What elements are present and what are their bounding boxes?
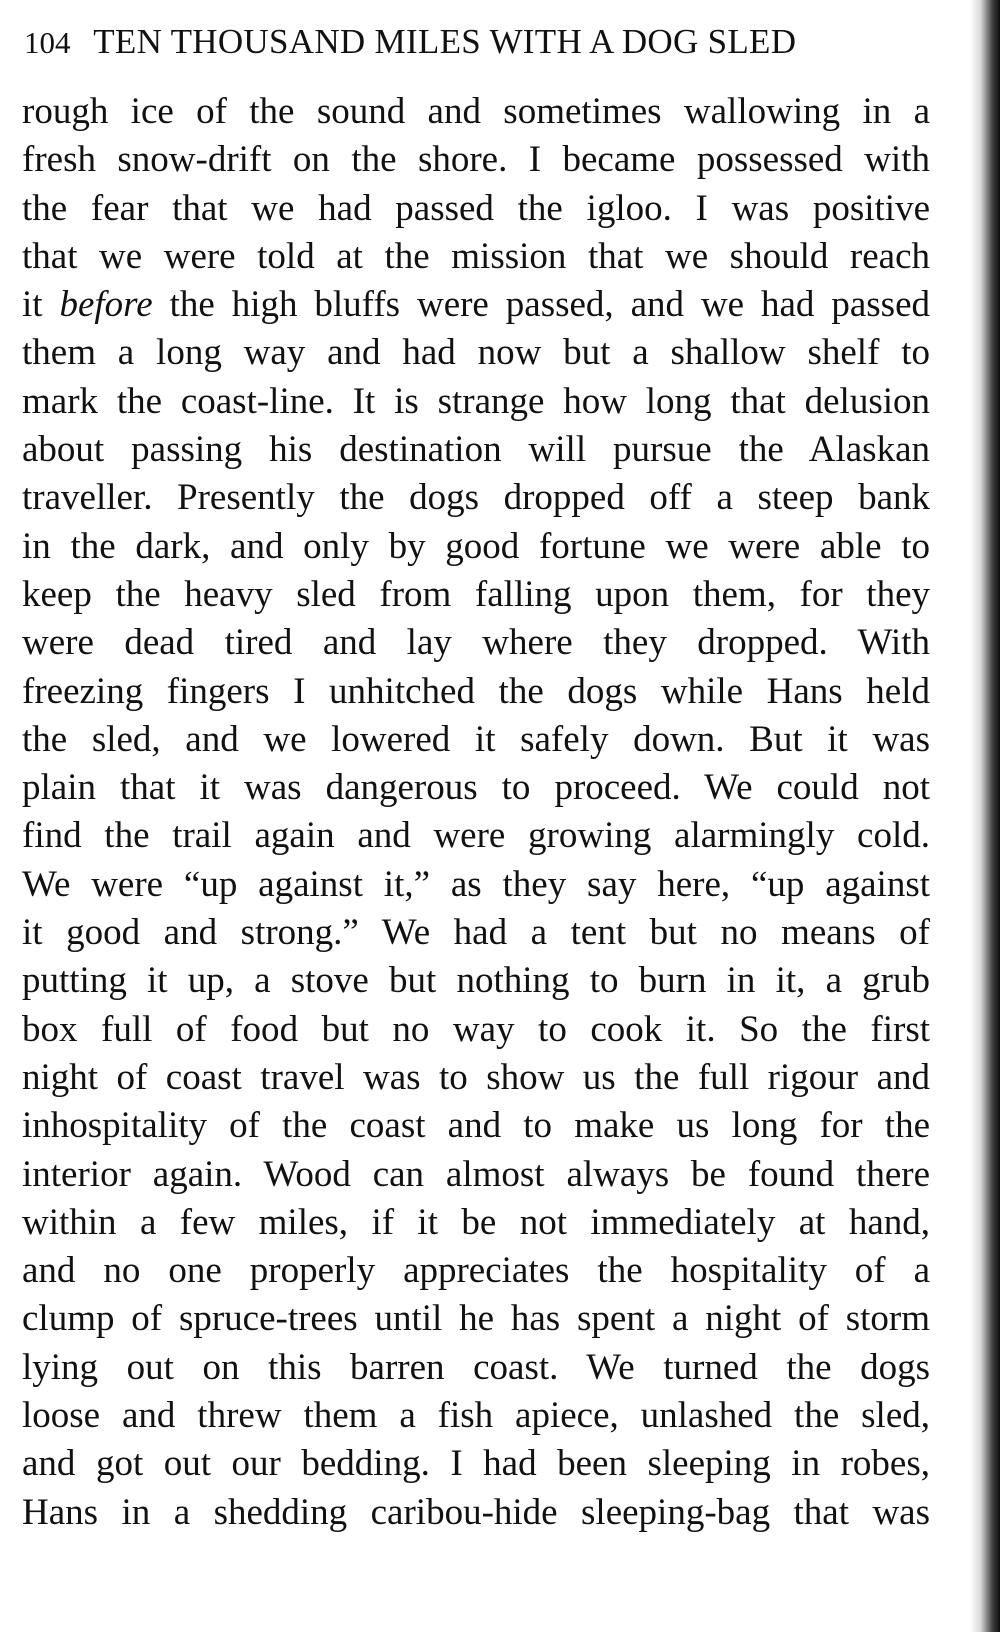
text-line (22, 378, 930, 426)
text-segment: freezing fingers I unhitched the dogs while Hans held (22, 670, 930, 712)
text-line (22, 233, 930, 281)
text-segment: and got out our bedding. I had been sleeping in robes, (22, 1443, 930, 1485)
text-line (22, 716, 930, 764)
text-segment: We were “up against it,” as they say here, “up against (22, 863, 930, 905)
text-line (22, 1199, 930, 1247)
text-segment: plain that it was dangerous to proceed. We could not (22, 767, 930, 809)
text-line (22, 88, 930, 136)
body-text (22, 88, 930, 1537)
text-segment: the high bluffs were passed, and we had passed (152, 284, 930, 326)
text-line (22, 1102, 930, 1150)
text-segment: them a long way and had now but a shallow shelf to (22, 332, 930, 374)
text-line (22, 861, 930, 909)
binding-shadow (970, 0, 1000, 1632)
text-segment: clump of spruce-trees until he has spent a night of storm (22, 1298, 930, 1340)
text-line (22, 523, 930, 571)
running-title: TEN THOUSAND MILES WITH A DOG SLED (93, 22, 797, 61)
text-line (22, 1247, 930, 1295)
text-line (22, 1151, 930, 1199)
text-segment: interior again. Wood can almost always be found there (22, 1153, 930, 1195)
text-line (22, 1344, 930, 1392)
text-segment: in the dark, and only by good fortune we were able to (22, 525, 930, 567)
text-line (22, 1295, 930, 1343)
text-segment: the fear that we had passed the igloo. I was positive (22, 187, 930, 229)
italic-text: before (59, 284, 153, 326)
running-head (24, 18, 964, 66)
text-line (22, 426, 930, 474)
text-segment: Hans in a shedding caribou-hide sleeping-bag that was (22, 1491, 930, 1533)
text-line (22, 1440, 930, 1488)
text-line (22, 571, 930, 619)
text-segment: within a few miles, if it be not immediately at hand, (22, 1201, 930, 1243)
text-line (22, 136, 930, 184)
text-line (22, 812, 930, 860)
text-segment: the sled, and we lowered it safely down. But it was (22, 718, 930, 760)
text-segment: inhospitality of the coast and to make us long for the (22, 1105, 930, 1147)
text-segment: it (22, 284, 60, 326)
text-segment: and no one properly appreciates the hospitality of a (22, 1250, 930, 1292)
text-segment: night of coast travel was to show us the full rigour and (22, 1056, 930, 1098)
text-line (22, 619, 930, 667)
text-segment: putting it up, a stove but nothing to burn in it, a grub (22, 960, 930, 1002)
text-line (22, 1054, 930, 1102)
text-line (22, 668, 930, 716)
text-line (22, 909, 930, 957)
text-segment: traveller. Presently the dogs dropped off a steep bank (22, 477, 930, 519)
text-line (22, 474, 930, 522)
text-line (22, 329, 930, 377)
text-segment: loose and threw them a fish apiece, unlashed the sled, (22, 1395, 930, 1437)
text-segment: box full of food but no way to cook it. So the first (22, 1008, 930, 1050)
text-segment: were dead tired and lay where they dropped. With (22, 622, 930, 664)
text-line (22, 1392, 930, 1440)
text-line (22, 281, 930, 329)
text-line (22, 1006, 930, 1054)
text-line (22, 764, 930, 812)
page-number: 104 (24, 25, 71, 60)
text-line (22, 185, 930, 233)
text-line (22, 957, 930, 1005)
text-segment: that we were told at the mission that we should reach (22, 235, 930, 277)
text-segment: find the trail again and were growing alarmingly cold. (22, 815, 930, 857)
text-segment: it good and strong.” We had a tent but no means of (22, 912, 930, 954)
text-segment: mark the coast-line. It is strange how long that delusion (22, 380, 930, 422)
text-segment: fresh snow-drift on the shore. I became possessed with (22, 139, 930, 181)
text-line (22, 1489, 930, 1537)
text-segment: keep the heavy sled from falling upon them, for they (22, 573, 930, 615)
text-segment: about passing his destination will pursue the Alaskan (22, 429, 930, 471)
text-segment: lying out on this barren coast. We turned the dogs (22, 1346, 930, 1388)
text-segment: rough ice of the sound and sometimes wallowing in a (22, 91, 930, 132)
